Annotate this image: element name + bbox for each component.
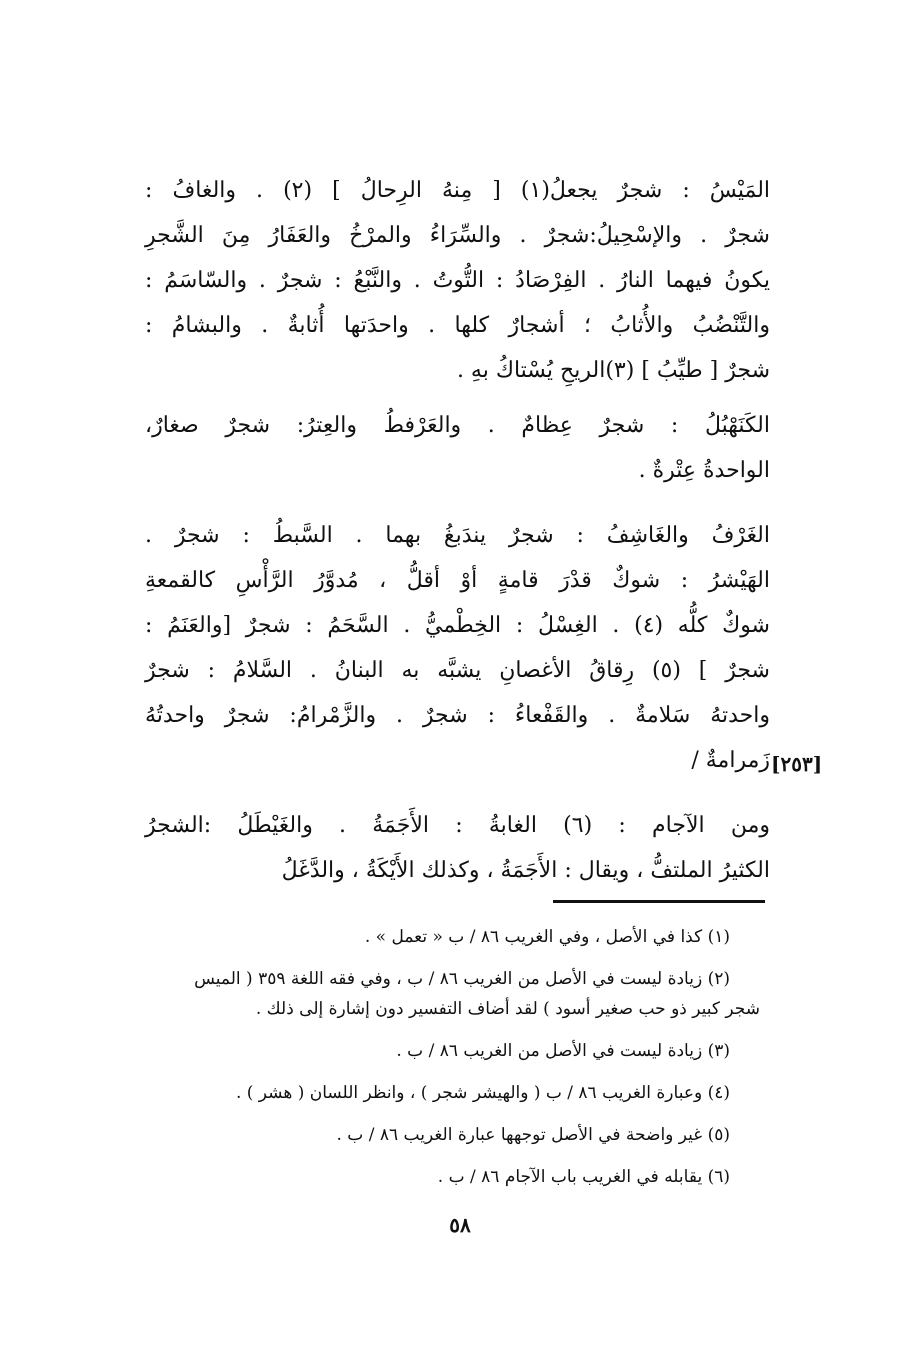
footnote-line: (٥) غير واضحة في الأصل توجهها عبارة الغريب ٨٦ / ب . — [336, 1125, 730, 1145]
paragraph — [145, 403, 770, 493]
footnote-line: (٦) يقابله في الغريب باب الآجام ٨٦ / ب . — [437, 1167, 730, 1187]
text-line: شجرٌ ] (٥) رِقاقُ الأغصانِ يشبَّه به البنانُ . السَّلامُ : شجرٌ — [145, 658, 770, 683]
text-line: شوكٌ كلُّه (٤) . الغِسْلُ : الخِطْميُّ . السَّحَمُ : شجرٌ [والعَنَمُ : — [145, 613, 770, 638]
text-line: والتَّنْضُبُ والأُثابُ ؛ أشجارٌ كلها . واحدَتها أُثابةٌ . والبشامُ : — [145, 313, 770, 338]
text-line: شجرٌ . والإسْحِيلُ:شجرٌ . والسِّرَاءُ والمرْخُ والعَفَارُ مِنَ الشَّجرِ — [145, 223, 770, 248]
text-line: شجرٌ [ طيِّبُ ] (٣)الريحِ يُسْتاكُ بهِ . — [456, 358, 770, 383]
footnote-line: شجر كبير ذو حب صغير أسود ) لقد أضاف التفسير دون إشارة إلى ذلك . — [255, 999, 760, 1019]
text-line: الكثيرُ الملتفُّ ، ويقال : الأَجَمَةُ ، وكذلك الأَيْكَةُ ، والدَّغَلُ — [281, 858, 770, 883]
paragraph — [145, 168, 770, 393]
footnote — [150, 922, 760, 952]
footnote — [150, 1162, 760, 1192]
text-line: الواحدةُ عِتْرةٌ . — [638, 458, 770, 483]
page-number: ٥٨ — [449, 1213, 471, 1237]
text-line: الكَنَهْبُلُ : شجرٌ عِظامٌ . والعَرْفطُ والعِترُ: شجرٌ صغارٌ، — [145, 413, 770, 438]
footnote-line: (٤) وعبارة الغريب ٨٦ / ب ( والهيشر شجر ) ، وانظر اللسان ( هشر ) . — [235, 1083, 730, 1103]
text-line: المَيْسُ : شجرٌ يجعلُ(١) [ مِنهُ الرِحالُ ] (٢) . والغافُ : — [145, 178, 771, 203]
text-line: الهَيْشرُ : شوكٌ قدْرَ قامةٍ أوْ أقلُّ ، مُدوَّرُ الرَّأْسِ كالقمعةِ — [145, 568, 770, 593]
paragraph — [145, 803, 770, 893]
paragraph — [145, 513, 770, 783]
footnote — [150, 964, 760, 1024]
footnote — [150, 1078, 760, 1108]
text-line: ومن الآجام : (٦) الغابةُ : الأَجَمَةُ . والغَيْطَلُ :الشجرُ — [145, 813, 770, 838]
footnotes — [150, 922, 760, 1204]
text-line: واحدتهُ سَلامةٌ . والقَفْعاءُ : شجرٌ . والزَّمْرامُ: شجرٌ واحدتُهُ — [145, 703, 770, 728]
footnote — [150, 1120, 760, 1150]
text-line: يكونُ فيهما النارُ . الفِرْصَادُ : التُّوتُ . والنَّبْعُ : شجرٌ . والسّاسَمُ : — [145, 268, 770, 293]
footnote-line: (١) كذا في الأصل ، وفي الغريب ٨٦ / ب « تعمل » . — [364, 927, 730, 947]
original-page-marker: [٢٥٣] — [771, 752, 823, 776]
text-line: الغَرْفُ والغَاشِفُ : شجرٌ يندَبغُ بهما . السَّبطُ : شجرٌ . — [145, 523, 770, 548]
main-text — [145, 168, 770, 913]
text-line: زَمرامةٌ / — [691, 748, 770, 773]
footnote-line: (٣) زيادة ليست في الأصل من الغريب ٨٦ / ب . — [396, 1041, 730, 1061]
footnote — [150, 1036, 760, 1066]
footnote-line: (٢) زيادة ليست في الأصل من الغريب ٨٦ / ب ، وفي فقه اللغة ٣٥٩ ( الميس — [194, 969, 730, 989]
footnote-separator — [553, 900, 765, 903]
